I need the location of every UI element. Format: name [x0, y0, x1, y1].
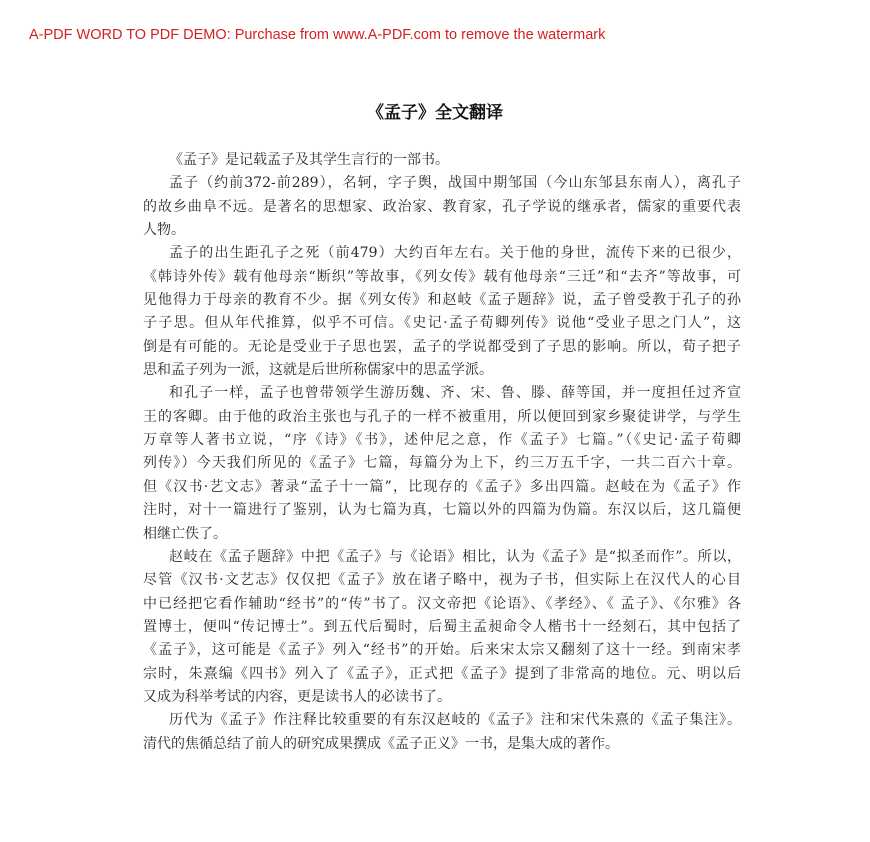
text-line: 王的客卿。由于他的政治主张也与孔子的一样不被重用，所以便回到家乡聚徒讲学，与学生 — [143, 408, 741, 425]
text-line: 历代为《孟子》作注释比较重要的有东汉赵岐的《孟子》注和宋代朱熹的《孟子集注》。 — [169, 712, 741, 729]
text-line: 思和孟子列为一派，这就是后世所称儒家中的思孟学派。 — [143, 362, 493, 379]
text-line: 《韩诗外传》载有他母亲“断织”等故事，《列女传》载有他母亲“三迁”和“去齐”等故事，可 — [143, 268, 741, 285]
text-line: 《孟子》，这可能是《孟子》列入“经书”的开始。后来宋太宗又翻刻了这十一经。到南宋孝 — [143, 642, 741, 659]
text-line: 尽管《汉书·文艺志》仅仅把《孟子》放在诸子略中，视为子书，但实际上在汉代人的心目 — [143, 572, 741, 589]
text-line: 人物。 — [143, 222, 185, 239]
paragraph — [143, 172, 741, 242]
text-line: 宗时，朱熹编《四书》列入了《孟子》，正式把《孟子》提到了非常高的地位。元、明以后 — [143, 665, 741, 682]
paragraph — [143, 382, 741, 545]
text-line: 置博士，便叫“传记博士”。到五代后蜀时，后蜀主孟昶命令人楷书十一经刻石，其中包括了 — [143, 618, 741, 635]
text-line: 清代的焦循总结了前人的研究成果撰成《孟子正义》一书，是集大成的著作。 — [143, 735, 619, 752]
text-line: 《孟子》是记载孟子及其学生言行的一部书。 — [169, 152, 449, 168]
text-line: 万章等人著书立说，“序《诗》《书》，述仲尼之意，作《孟子》七篇。”（《史记·孟子荀卿 — [143, 432, 741, 449]
text-line: 见他得力于母亲的教育不少。据《列女传》和赵岐《孟子题辞》说，孟子曾受教于孔子的孙 — [143, 292, 741, 309]
text-line: 和孔子一样，孟子也曾带领学生游历魏、齐、宋、鲁、滕、薛等国，并一度担任过齐宣 — [169, 385, 741, 402]
document-title: 《孟子》全文翻译 — [367, 103, 503, 123]
text-line: 倒是有可能的。无论是受业于子思也罢，孟子的学说都受到了子思的影响。所以，荀子把子 — [143, 338, 741, 355]
text-line: 孟子的出生距孔子之死（前479）大约百年左右。关于他的身世，流传下来的已很少， — [169, 245, 741, 262]
text-line: 相继亡佚了。 — [143, 525, 227, 542]
document-body — [143, 149, 741, 756]
text-line: 赵岐在《孟子题辞》中把《孟子》与《论语》相比，认为《孟子》是“拟圣而作”。所以， — [169, 548, 741, 565]
paragraph — [143, 709, 741, 756]
text-line: 的故乡曲阜不远。是著名的思想家、政治家、教育家，孔子学说的继承者，儒家的重要代表 — [143, 198, 741, 215]
paragraph — [143, 149, 741, 172]
paragraph — [143, 242, 741, 382]
text-line: 又成为科举考试的内容，更是读书人的必读书了。 — [143, 688, 451, 705]
text-line: 孟子（约前372-前289），名轲，字子舆，战国中期邹国（今山东邹县东南人），离孔子 — [169, 175, 741, 192]
text-line: 但《汉书·艺文志》著录“孟子十一篇”，比现存的《孟子》多出四篇。赵岐在为《孟子》作 — [143, 478, 741, 495]
demo-watermark: A-PDF WORD TO PDF DEMO: Purchase from www.A-PDF.com to remove the watermark — [29, 27, 606, 43]
text-line: 中已经把它看作辅助“经书”的“传”书了。汉文帝把《论语》、《孝经》、《 孟子》、《尔雅》各 — [143, 595, 741, 612]
text-line: 列传》）今天我们所见的《孟子》七篇，每篇分为上下，约三万五千字，一共二百六十章。 — [143, 455, 741, 472]
paragraph — [143, 546, 741, 709]
text-line: 子子思。但从年代推算，似乎不可信。《史记·孟子荀卿列传》说他“受业子思之门人”，这 — [143, 315, 741, 332]
text-line: 注时，对十一篇进行了鉴别，认为七篇为真，七篇以外的四篇为伪篇。东汉以后，这几篇便 — [143, 502, 741, 519]
